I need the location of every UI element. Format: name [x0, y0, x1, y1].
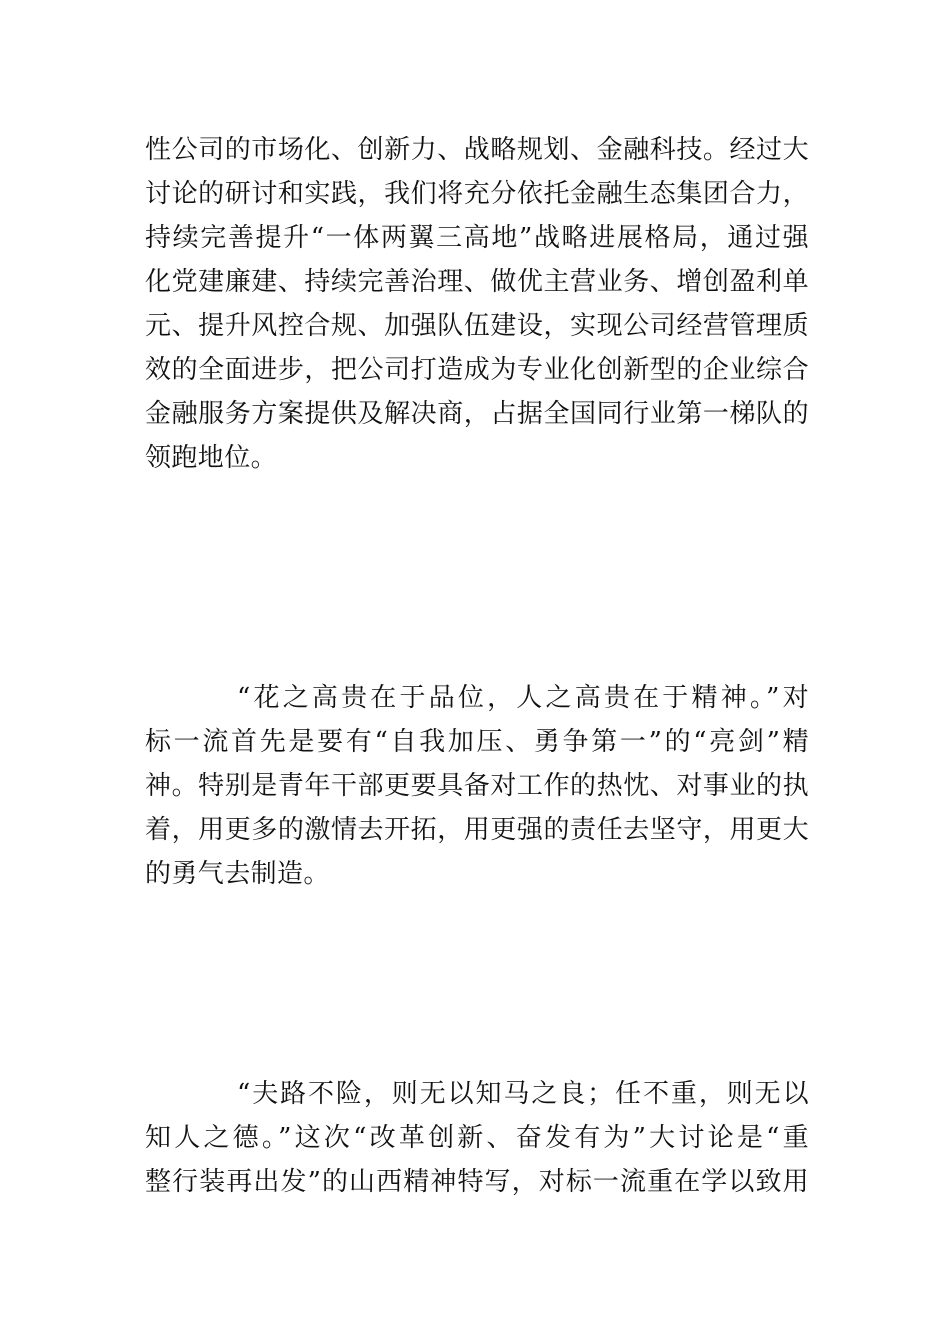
paragraph-1: [145, 128, 809, 480]
paragraph-line: 效的全面进步，把公司打造成为专业化创新型的企业综合: [145, 355, 809, 385]
paragraph-line: 金融服务方案提供及解决商，占据全国同行业第一梯队的: [145, 399, 809, 429]
paragraph-line: 整行装再出发”的山西精神特写，对标一流重在学以致用: [145, 1167, 809, 1197]
paragraph-line: 标一流首先是要有“自我加压、勇争第一”的“亮剑”精: [145, 727, 809, 757]
paragraph-line: 讨论的研讨和实践，我们将充分依托金融生态集团合力，: [145, 179, 809, 209]
paragraph-line: 的勇气去制造。: [145, 859, 330, 889]
paragraph-line: 化党建廉建、持续完善治理、做优主营业务、增创盈利单: [145, 267, 809, 297]
paragraph-line: 持续完善提升“一体两翼三高地”战略进展格局，通过强: [145, 223, 809, 253]
paragraph-line: 知人之德。”这次“改革创新、奋发有为”大讨论是“重: [145, 1123, 809, 1153]
paragraph-line: 神。特别是青年干部更要具备对工作的热忱、对事业的执: [145, 771, 809, 801]
paragraph-line: 领跑地位。: [145, 443, 278, 473]
paragraph-2: [145, 676, 809, 896]
paragraph-first-line: [145, 1072, 809, 1116]
paragraph-line: 性公司的市场化、创新力、战略规划、金融科技。经过大: [145, 135, 809, 165]
paragraph-line: 元、提升风控合规、加强队伍建设，实现公司经营管理质: [145, 311, 809, 341]
paragraph-line: “夫路不险，则无以知马之良；任不重，则无以: [237, 1079, 809, 1109]
paragraph-line: 着，用更多的激情去开拓，用更强的责任去坚守，用更大: [145, 815, 809, 845]
paragraph-line: “花之高贵在于品位，人之高贵在于精神。”对: [237, 683, 809, 713]
paragraph-3: [145, 1072, 809, 1204]
paragraph-first-line: [145, 676, 809, 720]
